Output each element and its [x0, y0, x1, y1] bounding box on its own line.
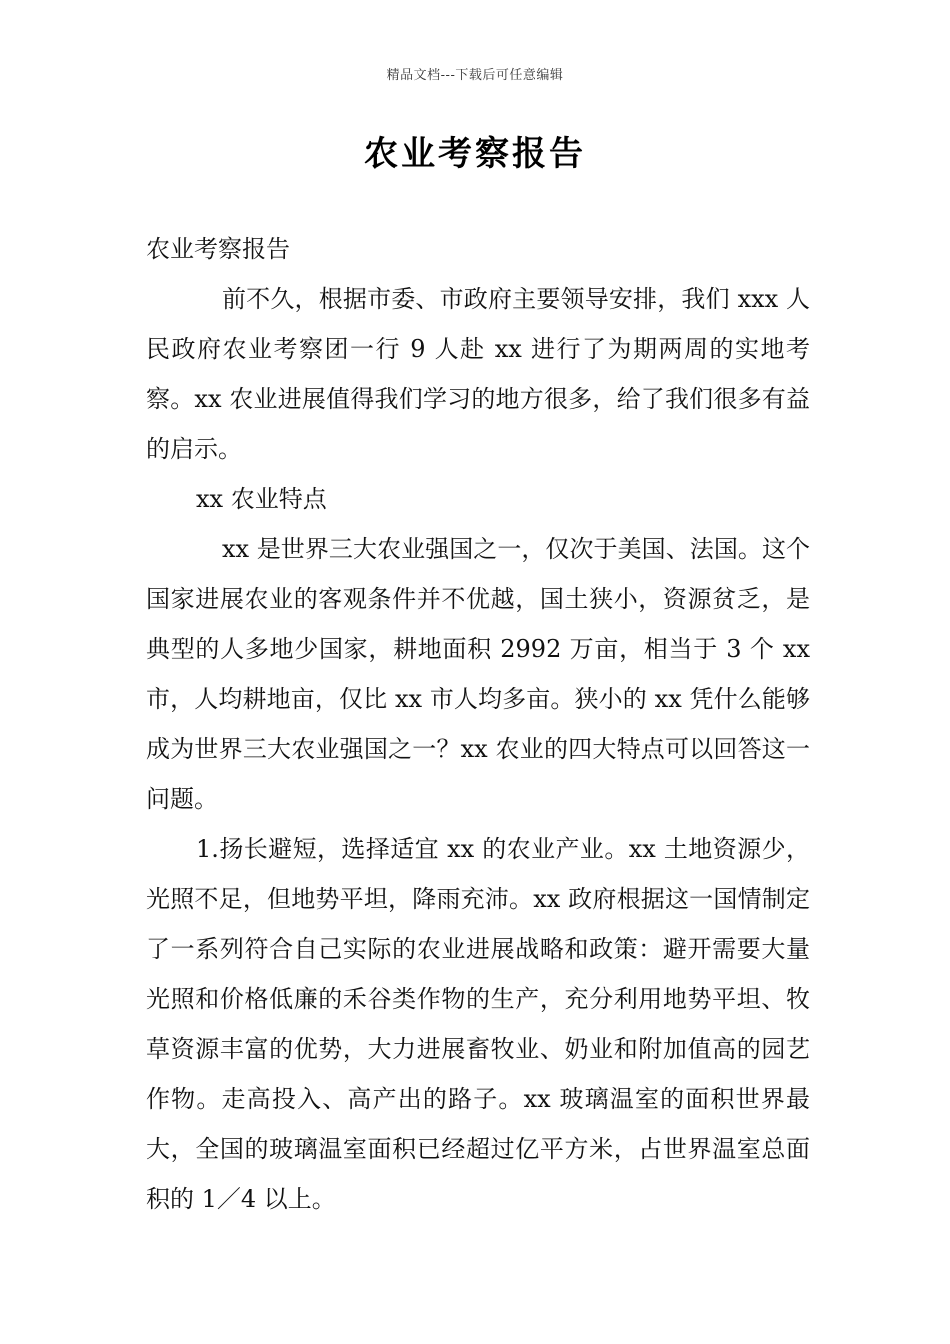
section-heading: xx 农业特点 [196, 485, 327, 513]
document-title: 农业考察报告 [364, 134, 586, 174]
header-note: 精品文档---下载后可任意编辑 [386, 68, 564, 83]
point-1-paragraph: 1.扬长避短，选择适宜 xx 的农业产业。xx 土地资源少，光照不足，但地势平坦，降雨充沛。xx 政府根据这一国情制定了一系列符合自己实际的农业进展战略和政策：避开需要大量光照和价格低廉的禾谷类作物的生产，充分利用地势平坦、牧草资源丰富的优势，大力进展畜牧业、奶业和附加值高的园艺作物。走高投入、高产出的路子。xx 玻璃温室的面积世界最大，全国的玻璃温室面积已经超过亿平方米，占世界温室总面积的 1／4 以上。 [146, 835, 810, 1213]
intro-paragraph: 前不久，根据市委、市政府主要领导安排，我们 xxx 人民政府农业考察团一行 9 人赴 xx 进行了为期两周的实地考察。xx 农业进展值得我们学习的地方很多，给了我们很多有益的启示。 [146, 285, 810, 463]
document-body [146, 224, 810, 1224]
subtitle-paragraph: 农业考察报告 [146, 235, 290, 263]
overview-paragraph: xx 是世界三大农业强国之一，仅次于美国、法国。这个国家进展农业的客观条件并不优越，国土狭小，资源贫乏，是典型的人多地少国家，耕地面积 2992 万亩，相当于 3 个 xx 市，人均耕地亩，仅比 xx 市人均多亩。狭小的 xx 凭什么能够成为世界三大农业强国之一？xx 农业的四大特点可以回答这一问题。 [146, 535, 810, 813]
